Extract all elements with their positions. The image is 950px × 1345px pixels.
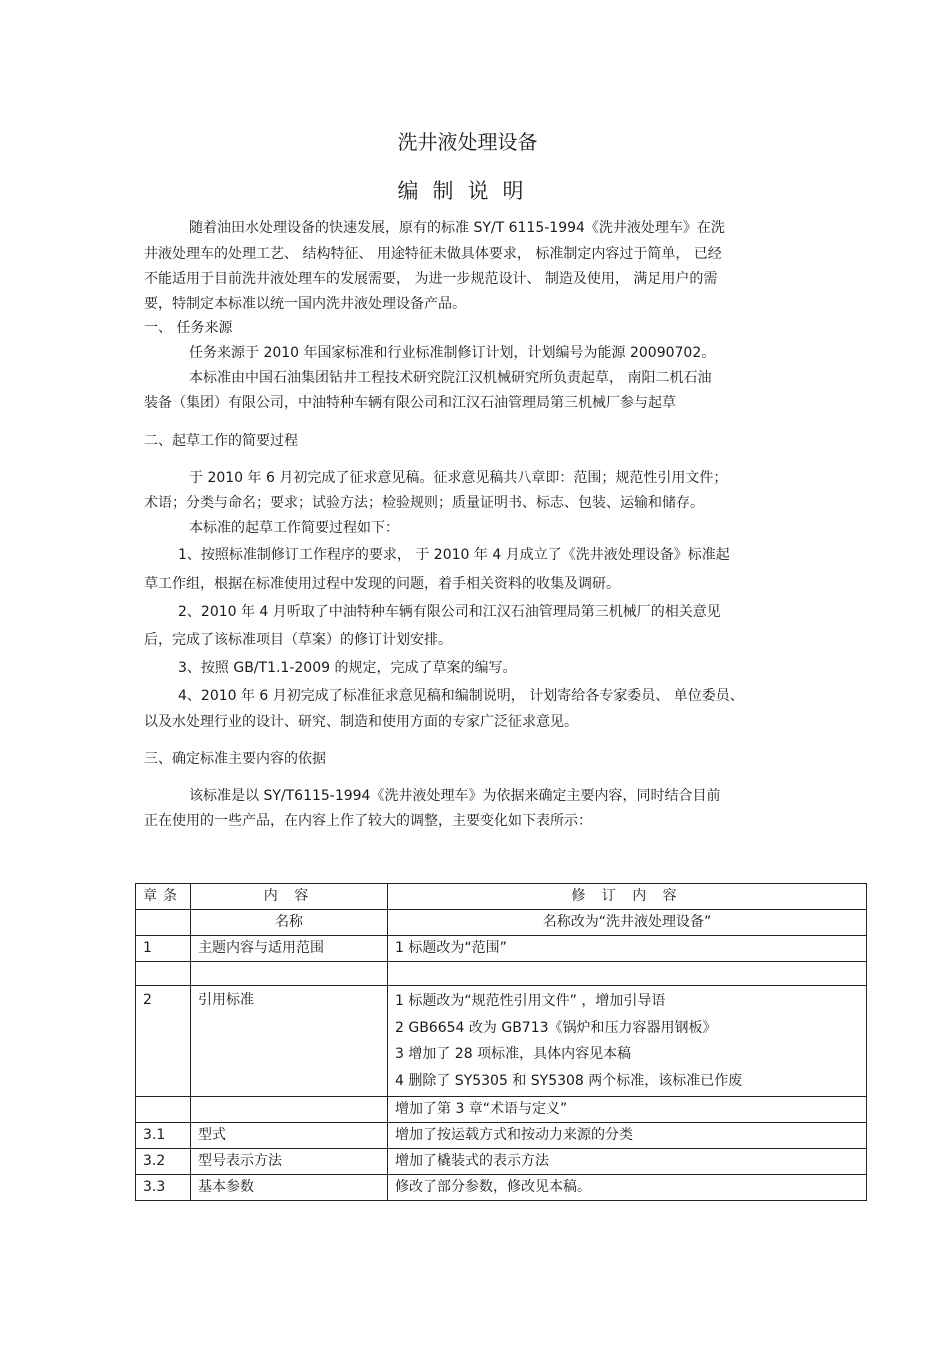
table-cell: [388, 962, 867, 986]
paragraph-line: 以及水处理行业的设计、研究、制造和使用方面的专家广泛征求意见。: [144, 714, 578, 730]
table-row: [136, 1149, 867, 1175]
section-heading: 二、起草工作的简要过程: [144, 433, 298, 449]
table-cell: 基本参数: [191, 1175, 388, 1201]
paragraph-line: 术语；分类与命名；要求；试验方法；检验规则；质量证明书、标志、包装、运输和储存。: [144, 495, 704, 511]
table-cell: [136, 962, 191, 986]
paragraph-line: 要，特制定本标准以统一国内洗井液处理设备产品。: [144, 296, 466, 312]
table-cell-line: 4 删除了 SY5305 和 SY5308 两个标准，该标准已作废: [395, 1072, 743, 1089]
paragraph-line: 随着油田水处理设备的快速发展，原有的标准 SY/T 6115-1994《洗井液处理车》在洗: [189, 220, 725, 236]
document-subtitle: 编制说明: [397, 179, 538, 203]
table-row: [136, 1175, 867, 1201]
paragraph-line: 后，完成了该标准项目（草案）的修订计划安排。: [144, 632, 452, 648]
table-cell: 2: [136, 986, 191, 1097]
paragraph-line: 井液处理车的处理工艺、 结构特征、 用途特征未做具体要求， 标准制定内容过于简单， 已经: [144, 246, 722, 262]
table-header-cell: 修 订 内 容: [388, 884, 867, 910]
paragraph-line: 任务来源于 2010 年国家标准和行业标准制修订计划，计划编号为能源 20090702。: [189, 345, 716, 361]
table-cell: 1: [136, 936, 191, 962]
paragraph-line: 1、按照标准制修订工作程序的要求， 于 2010 年 4 月成立了《洗井液处理设备》标准起: [178, 547, 730, 563]
paragraph-line: 3、按照 GB/T1.1-2009 的规定，完成了草案的编写。: [178, 660, 517, 676]
table-header-cell: 内 容: [191, 884, 388, 910]
section-heading: 三、确定标准主要内容的依据: [144, 751, 326, 767]
table-cell-line: 3 增加了 28 项标准，具体内容见本稿: [395, 1046, 632, 1062]
table-cell: 3.1: [136, 1123, 191, 1149]
table-cell: 型号表示方法: [191, 1149, 388, 1175]
paragraph-line: 该标准是以 SY/T6115-1994《洗井液处理车》为依据来确定主要内容，同时结合目前: [189, 788, 721, 804]
table-cell-line: 2 GB6654 改为 GB713《锅炉和压力容器用钢板》: [395, 1019, 717, 1036]
paragraph-line: 正在使用的一些产品，在内容上作了较大的调整，主要变化如下表所示：: [144, 813, 592, 829]
paragraph-line: 不能适用于目前洗井液处理车的发展需要， 为进一步规范设计、 制造及使用， 满足用户的需: [144, 271, 718, 287]
table-row: [136, 910, 867, 936]
table-cell: 主题内容与适用范围: [191, 936, 388, 962]
table-cell: [136, 1097, 191, 1123]
table-cell: 增加了按运载方式和按动力来源的分类: [388, 1123, 867, 1149]
paragraph-line: 2、2010 年 4 月听取了中油特种车辆有限公司和江汉石油管理局第三机械厂的相关意见: [178, 604, 721, 620]
table-cell-line: 1 标题改为“规范性引用文件” ，增加引导语: [395, 993, 666, 1009]
table-cell: 3.2: [136, 1149, 191, 1175]
table-cell: 增加了第 3 章“术语与定义”: [388, 1097, 867, 1123]
table-cell: [136, 910, 191, 936]
table-row: [136, 1097, 867, 1123]
table-cell: 引用标准: [191, 986, 388, 1097]
table-cell: [191, 962, 388, 986]
table-cell: [388, 986, 867, 1097]
table-cell: 3.3: [136, 1175, 191, 1201]
document-title: 洗井液处理设备: [397, 130, 538, 154]
paragraph-line: 4、2010 年 6 月初完成了标准征求意见稿和编制说明， 计划寄给各专家委员、 单位委员、: [178, 688, 744, 704]
table-cell: 修改了部分参数，修改见本稿。: [388, 1175, 867, 1201]
section-heading: 一、 任务来源: [144, 320, 233, 336]
paragraph-line: 装备（集团）有限公司，中油特种车辆有限公司和江汉石油管理局第三机械厂参与起草: [144, 395, 676, 411]
table-cell: 型式: [191, 1123, 388, 1149]
table-row: [136, 1123, 867, 1149]
table-cell: 1 标题改为“范围”: [388, 936, 867, 962]
table-row: [136, 986, 867, 1097]
table-cell: 名称改为“洗井液处理设备”: [388, 910, 867, 936]
table-header-row: [136, 884, 867, 910]
table-header-cell: 章条: [136, 884, 191, 910]
paragraph-line: 本标准的起草工作简要过程如下：: [189, 520, 399, 536]
paragraph-line: 本标准由中国石油集团钻井工程技术研究院江汉机械研究所负责起草， 南阳二机石油: [189, 370, 712, 386]
table-cell: 增加了橇装式的表示方法: [388, 1149, 867, 1175]
paragraph-line: 于 2010 年 6 月初完成了征求意见稿。征求意见稿共八章即：范围；规范性引用文件；: [189, 470, 728, 486]
paragraph-line: 草工作组，根据在标准使用过程中发现的问题，着手相关资料的收集及调研。: [144, 576, 620, 592]
table-row: [136, 936, 867, 962]
table-cell: 名称: [191, 910, 388, 936]
revision-table: [135, 883, 867, 1201]
table-cell: [191, 1097, 388, 1123]
table-row: [136, 962, 867, 986]
